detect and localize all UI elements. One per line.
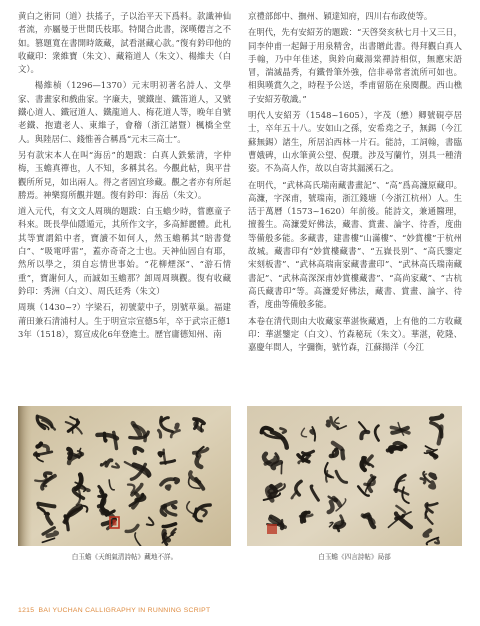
calligraphy-image-tianlang [18,406,231,546]
right-text-column [248,10,462,402]
running-footer [18,607,462,614]
left-text-column [18,10,231,402]
ink-stroke [39,504,55,507]
body-paragraph: 楊維楨（1296—1370）元末明初著名詩人、文學家、書畫家和戲曲家。字廉夫，號鐵崖、鐵笛道人，又號鐵心道人、鐵冠道人、鐵龍道人、梅花道人等，晚年自號老鐵、抱遺老人、東維子，會稽（浙江諸暨）楓橋全堂人。與陸居仁、錢惟善合稱爲“元末三高士”。 [18,80,231,144]
body-paragraph: 京禮部郎中、撫州、穎達知府，四川右布政使等。 [248,11,433,21]
ink-stroke [328,422,329,426]
body-paragraph: 在明代，先有安紹芳的題跋：“天啓癸亥秋七月十又三日，同李仲甫一起歸于用泉精舍，出書贈此書。得拜觀白真人手翰，乃中年佳述，與鈴向藏湯棠禪詩相似，無應宋語冒，湍滅晶秀，有鐵骨筆外強，信非尋常者流所可如也。相與嘆賞久之，時程予公送，季甫留筋在泉閱觀。西山樵子安紹芳敬識。” [248,27,462,104]
body-paragraph: 明代人安紹芳（1548~1605），字茂（懋）卿號硯亭居士，卒年五十八。安如山之孫，安希堯之子，無錫（今江蘇無錫）諸生，所居泊西林一片石。能詩，工詞翰，書臨曹娥碑，山水筆黄公望、倪瓚。涉及写蘭竹，別具一種清姿。不為高人作，故以自寄其漏溪石之。 [248,110,462,174]
ink-stroke [38,444,42,447]
ink-stroke [281,463,282,474]
ink-stroke [176,425,177,428]
page-number: 1215 [18,607,35,614]
running-title: BAI YUCHAN CALLIGRAPHY IN RUNNING SCRIPT [38,607,211,614]
ink-stroke [173,506,176,508]
seal-stamp [267,524,277,534]
calligraphy-image-siyan [247,406,462,546]
ink-stroke [167,486,170,488]
body-paragraph: 黄白之術同（道）扶搖子，子以治平天下爲料。款識神仙者流，亦屬曼于世間氏枝耶。特聞合此書，深嘆僊言之不如。篡題寬在書開時箴藏，試看湛藏心款。”復有鈐印他的收藏印：衆維寶（朱文）、藏箱道人（朱文）、楊維夫（白文）。 [18,11,231,75]
ink-stroke [342,451,343,459]
figure-caption: 白玉蟾《天朗氣清詩帖》藏地不詳。 [71,553,178,561]
body-paragraph: 本卷在清代則由大收藏家華湛恢藏過，上有他的二方收藏印：華湛鑒定（白文）、竹森秘玩（朱文）。華湛，乾隆、嘉慶年間人，字彌衡，號竹森，江蘇揚洋（今江 [248,315,462,353]
figure-caption: 白玉蟾《四言詩帖》局部 [318,553,391,561]
seal-stamp [113,520,117,526]
body-paragraph: 在明代，“武林高氏瑞南藏書畫記”、“高”爲高濂原藏印。高濂，字深甫，號瑞南，浙江錢塘（今浙江杭州）人。生活于萬曆（1573~1620）年前後。能詩文，兼通醫理，擅養生。高濂愛好佛法，藏書、賞畫、論字、待香，度曲等備般多能。多藏書，建書樓“山滿樓”、“妙賞樓”于杭州故城。藏書印有“妙賞樓藏書”、“五嶽長别”、“高氏鑒定宋刻板書”、“武林高瑞南家藏書畫印”、“武林高氏瑞南藏書記”、“武林高深深甫妙賞樓藏書”、“高尚家藏”、“古杭高氏藏書印”等。高濂愛好佛法，藏書、賞畫、論字、待香，度曲等備般多能。 [248,179,462,310]
body-paragraph: 另有款宋本人在叫“海岳”的題跋：白真人鉄紫清，字仲梅，玉蟾真禪也，人不知，多稱其名。今觀此帖，與平昔觀所所見，如出兩人。得之者固宜珍藏。觀之者亦有所起勝焉。神樂寫所觀并題。復有鈐印：海岳（朱文）。 [18,149,231,200]
mount-edge [18,406,32,546]
body-paragraph: 周璵（1430~?）字梁石，初號蒙中子，別號草巢。福建莆田兼石清浦村人。生于明宣宗宣德5年，卒于武宗正德13年（1518），寫宣成化6年登進士。歷官庸德知州、南 [18,302,231,339]
body-paragraph: 道入元代，有文文人周璵的題跋：白玉蟾少時，嘗應童子科來。既長學仙隱遁元，其所作文字，多高鮮麗體。此札其等實謂鉛中者，寶讀不如何人，然玉蟾稱其“賠書覺白”、“吸電呼雷”，蓋亦奇奇之士也。天神仙固自有耶，然所以學之，須自忘情世事始。“花柳煙深”、“游石情重”，寶謝何人，而誠如玉蟾那？卸周周璵觀。復有收藏鈐印：秀洲（白文）、周氏廷秀（朱文） [18,206,231,296]
ink-stroke [431,475,435,478]
ink-stroke [311,431,313,433]
ink-stroke [104,433,106,441]
ink-stroke [175,479,178,482]
ink-stroke [430,482,434,487]
ink-stroke [72,427,73,433]
calligraphy-scroll-image [247,406,462,546]
calligraphy-scroll-image [18,406,231,546]
